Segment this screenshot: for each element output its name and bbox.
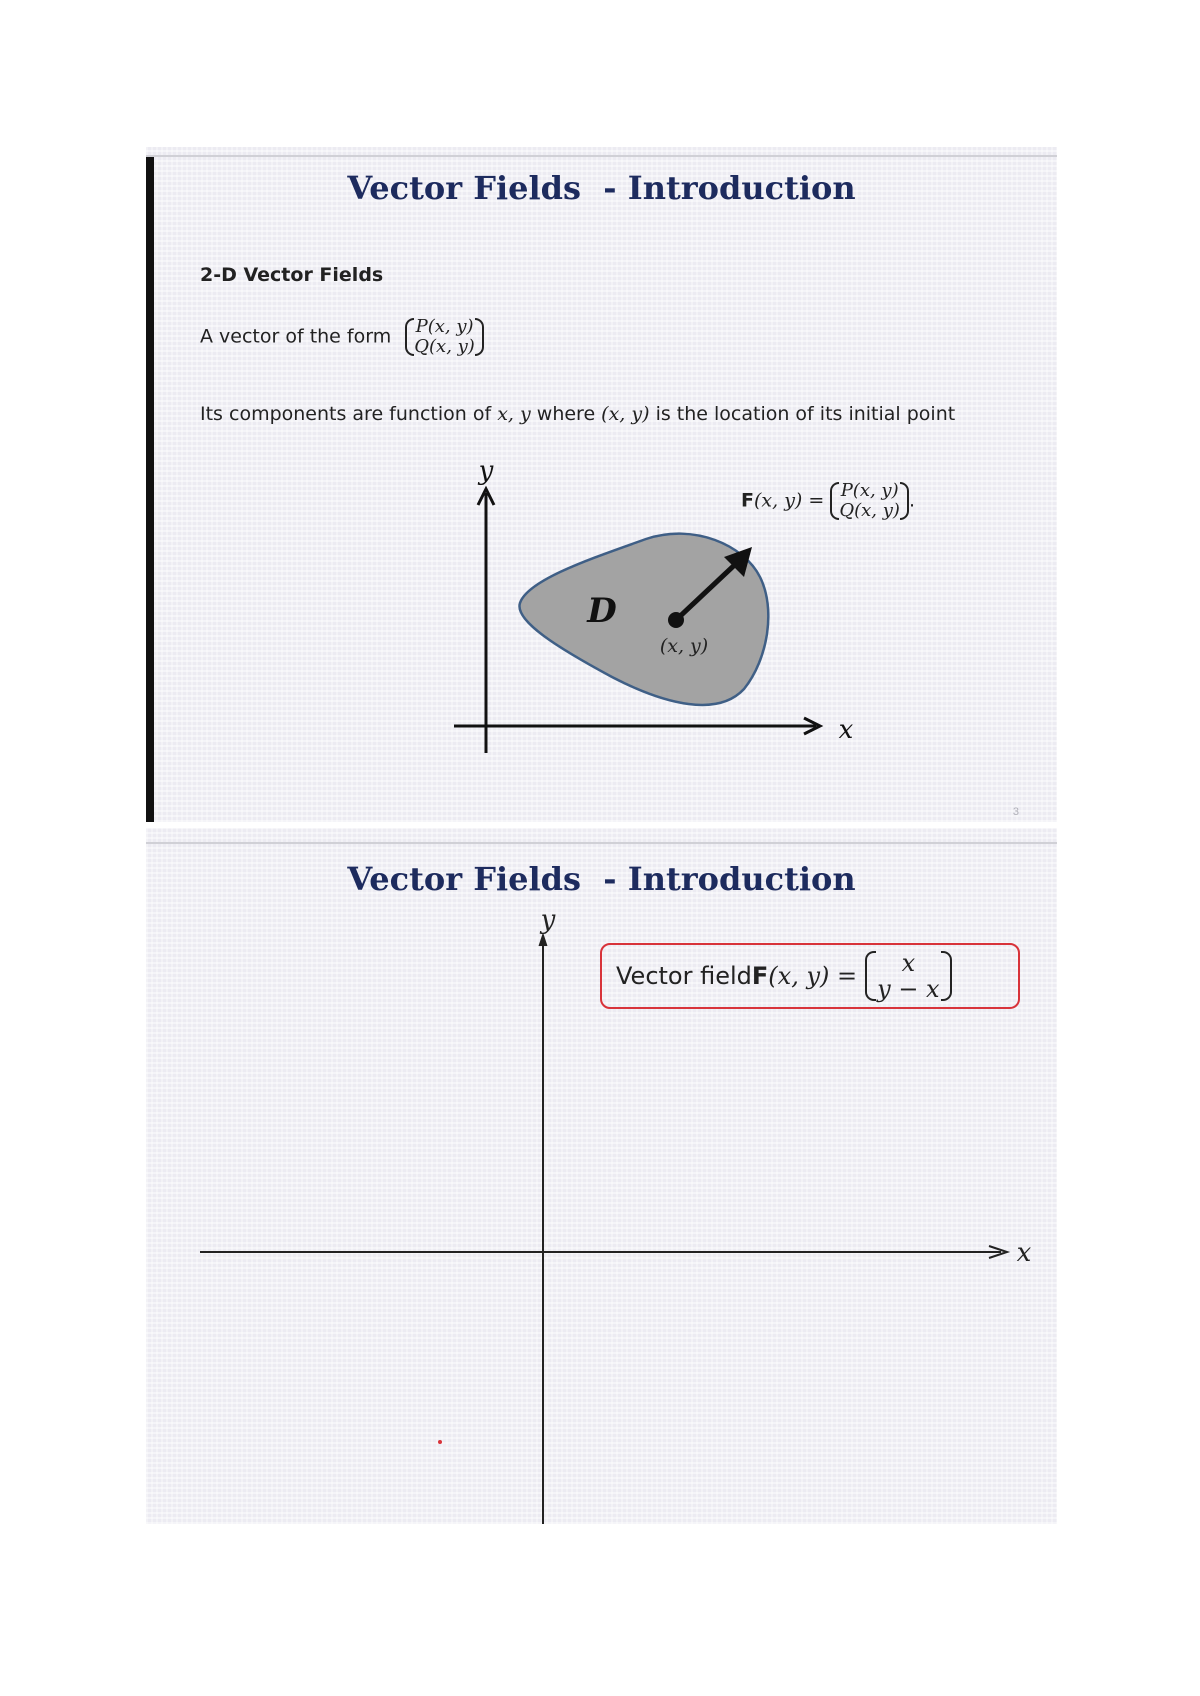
initial-point-label: (x, y)	[659, 635, 709, 657]
components-suffix: is the location of its initial point	[649, 403, 956, 425]
y-arrowhead	[539, 934, 547, 946]
box-prefix: Vector field	[616, 962, 752, 990]
box-field-bottom: y − x	[877, 975, 940, 1003]
slide-title: Vector Fields - Introduction	[347, 860, 856, 898]
vector-field-diagram	[146, 147, 1057, 822]
field-symbol: F	[741, 489, 754, 512]
stray-red-dot	[438, 1440, 442, 1444]
components-prefix: Its components are function of	[200, 403, 498, 425]
vector-form-prefix: A vector of the form	[200, 325, 392, 348]
page-number: 3	[1012, 806, 1019, 818]
components-point: (x, y)	[601, 403, 650, 425]
initial-point-dot	[668, 612, 684, 628]
vector-form-bottom: Q(x, y)	[414, 335, 475, 357]
components-mid: where	[530, 403, 602, 425]
slide-vector-fields-intro-1	[146, 147, 1057, 822]
field-args: (x, y) =	[753, 489, 825, 512]
field-definition	[741, 481, 915, 521]
box-field-args: (x, y) =	[768, 962, 858, 990]
box-field-symbol: F	[751, 962, 769, 990]
diagram-y-label: y	[478, 456, 494, 486]
field-suffix: .	[908, 489, 915, 512]
coordinate-axes	[146, 828, 1057, 1524]
section-heading: 2-D Vector Fields	[200, 264, 384, 286]
vector-field-box	[600, 943, 1020, 1009]
field-bottom: Q(x, y)	[839, 499, 900, 521]
field-matrix	[830, 481, 909, 521]
slide-title: Vector Fields - Introduction	[347, 169, 856, 207]
slide-vector-fields-intro-2	[146, 828, 1057, 1524]
box-field-top: x	[901, 948, 916, 977]
vector-form-top: P(x, y)	[415, 316, 474, 337]
diagram-x-label: x	[838, 715, 854, 745]
components-vars: x, y	[497, 403, 531, 425]
region-d-label: D	[587, 591, 617, 631]
y-axis-label: y	[540, 905, 556, 935]
x-axis-label: x	[1016, 1238, 1032, 1268]
box-field-matrix	[865, 950, 951, 1003]
field-top: P(x, y)	[840, 480, 899, 501]
